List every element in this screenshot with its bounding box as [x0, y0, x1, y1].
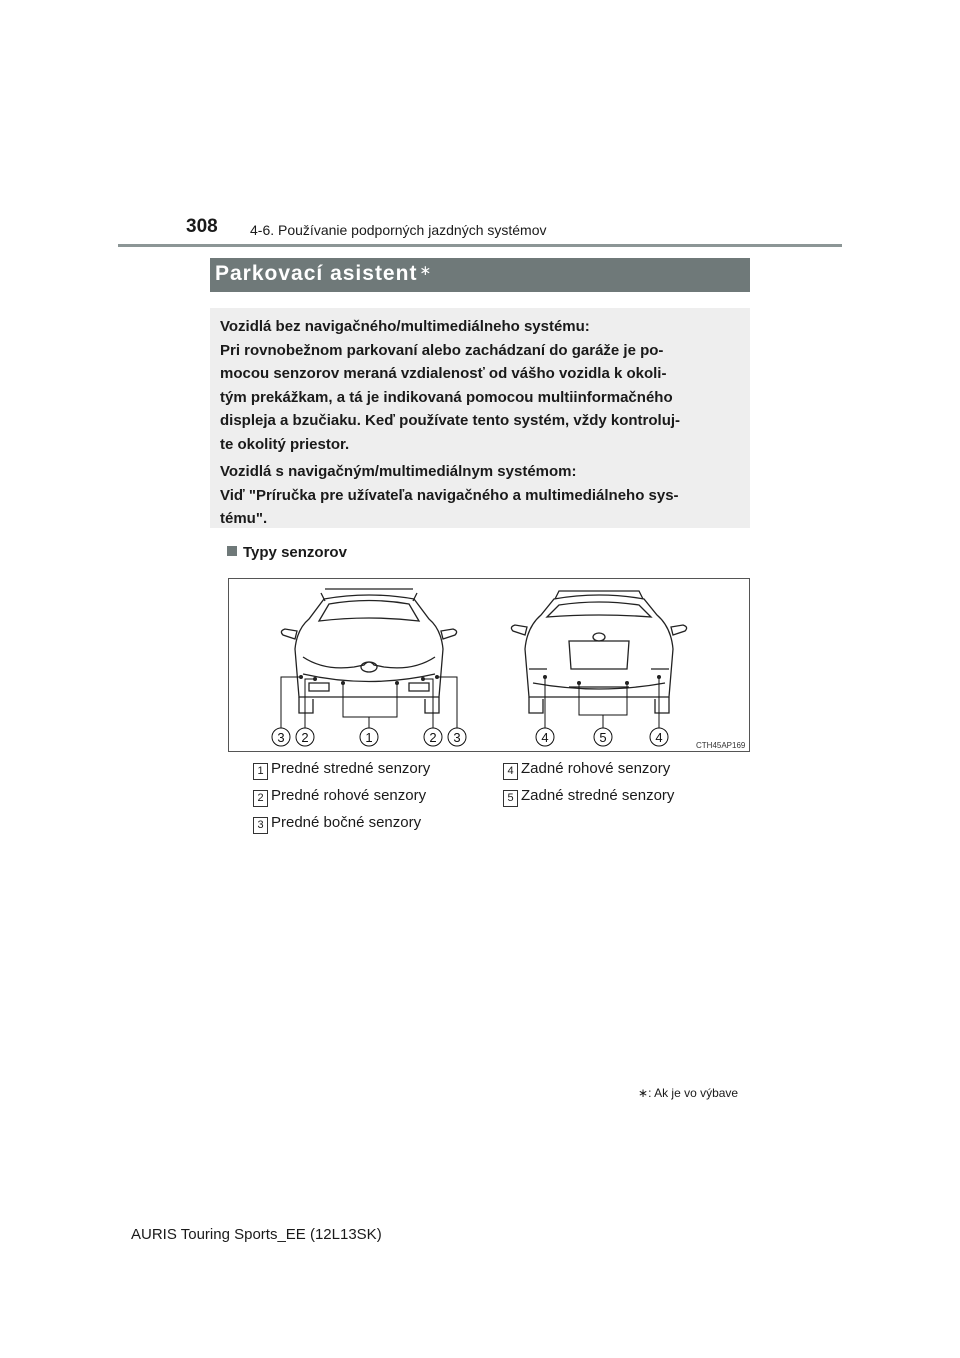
info-line: Pri rovnobežnom parkovaní alebo zachádzaní do garáže je po-	[220, 341, 664, 359]
svg-text:5: 5	[599, 730, 607, 745]
section-title	[215, 262, 432, 286]
info-line: Vozidlá bez navigačného/multimediálneho systému:	[220, 318, 590, 335]
callout-1	[360, 728, 378, 746]
legend-text: Predné stredné senzory	[271, 760, 431, 777]
info-line: Vozidlá s navigačným/multimediálnym systémom:	[220, 463, 577, 480]
svg-text:3: 3	[277, 730, 285, 745]
car-rear-view	[511, 591, 686, 713]
callout-3-right	[448, 728, 466, 746]
callout-2-right	[424, 728, 442, 746]
footer-model: AURIS Touring Sports_EE (12L13SK)	[131, 1226, 382, 1243]
legend-text: Zadné stredné senzory	[521, 787, 675, 804]
legend-text: Predné rohové senzory	[271, 787, 427, 804]
legend-text: Zadné rohové senzory	[521, 760, 671, 777]
info-line: Viď "Príručka pre užívateľa navigačného a multimediálneho sys-	[220, 486, 679, 504]
info-line: tým prekážkam, a tá je indikovaná pomocou multiinformačného	[220, 388, 673, 406]
callout-4-left	[536, 728, 554, 746]
info-line: tému".	[220, 510, 268, 527]
svg-text:4: 4	[541, 730, 549, 745]
section-title-text: Parkovací asistent	[215, 262, 418, 285]
info-line: displeja a bzučiaku. Keď používate tento systém, vždy kontroluj-	[220, 412, 681, 429]
info-line: mocou senzorov meraná vzdialenosť od vášho vozidla k okoli-	[220, 365, 667, 382]
info-paragraph-with-nav	[220, 460, 742, 531]
optional-mark: ∗	[419, 262, 433, 278]
header-rule	[118, 244, 842, 247]
footnote	[638, 1086, 738, 1100]
info-line: te okolitý priestor.	[220, 435, 350, 453]
svg-text:3: 3	[453, 730, 461, 745]
leader-1	[343, 683, 397, 729]
svg-text:2: 2	[429, 730, 437, 745]
svg-text:1: 1	[365, 730, 373, 745]
legend-item	[253, 814, 421, 834]
subheading-sensor-types	[227, 544, 347, 561]
subheading-text: Typy senzorov	[243, 544, 347, 561]
legend-item	[503, 760, 670, 780]
legend-number: 2	[253, 790, 268, 807]
footnote-mark: ∗	[638, 1086, 649, 1100]
legend-item	[503, 787, 674, 807]
chapter-title: 4-6. Používanie podporných jazdných systémov	[250, 222, 547, 238]
figure-code: CTH45AP169	[696, 741, 746, 750]
callout-3-left	[272, 728, 290, 746]
info-paragraph-no-nav	[220, 315, 742, 456]
legend-text: Predné bočné senzory	[271, 814, 422, 831]
footnote-text: : Ak je vo výbave	[648, 1086, 739, 1100]
legend-item	[253, 760, 430, 780]
legend-number: 1	[253, 763, 268, 780]
legend-item	[253, 787, 426, 807]
square-bullet-icon	[227, 546, 237, 556]
page-number: 308	[186, 216, 218, 237]
svg-text:2: 2	[301, 730, 309, 745]
callout-4-right	[650, 728, 668, 746]
callout-5	[594, 728, 612, 746]
legend-number: 4	[503, 763, 518, 780]
svg-text:4: 4	[655, 730, 663, 745]
car-illustration	[229, 579, 749, 751]
car-front-view	[281, 589, 456, 713]
callout-2-left	[296, 728, 314, 746]
legend-number: 5	[503, 790, 518, 807]
leader-5	[579, 683, 627, 729]
legend-number: 3	[253, 817, 268, 834]
sensor-figure	[228, 578, 750, 752]
